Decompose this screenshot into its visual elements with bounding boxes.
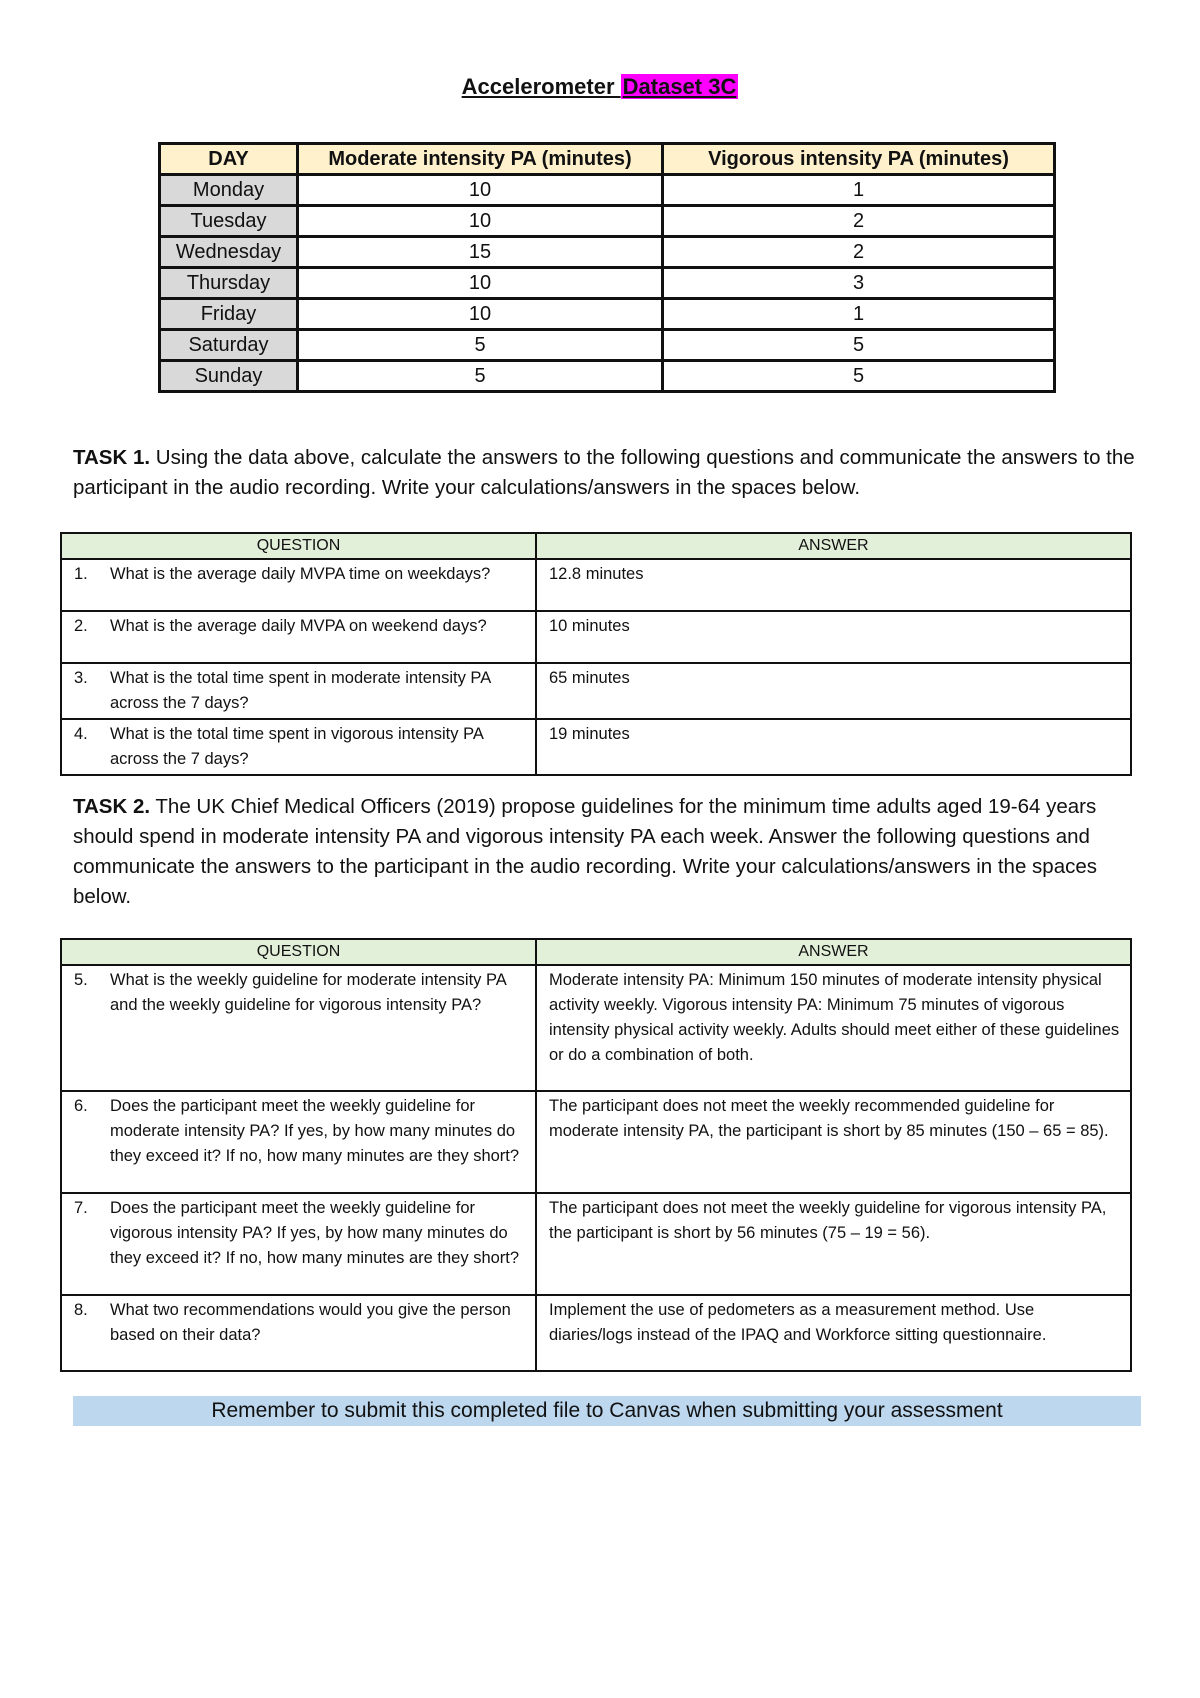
moderate-cell: 10	[298, 268, 663, 299]
question-text: What is the total time spent in vigorous intensity PA across the 7 days?	[110, 725, 483, 768]
question-text: What is the weekly guideline for moderate intensity PA and the weekly guideline for vigorous intensity PA?	[110, 971, 506, 1014]
question-cell	[61, 611, 536, 663]
vigorous-cell: 2	[663, 237, 1055, 268]
moderate-cell: 10	[298, 175, 663, 206]
vigorous-cell: 2	[663, 206, 1055, 237]
question-cell	[61, 1193, 536, 1295]
vigorous-cell: 1	[663, 175, 1055, 206]
task2-instructions	[73, 792, 1143, 912]
dataset-highlight: Dataset 3C	[622, 74, 737, 99]
question-text: What is the total time spent in moderate intensity PA across the 7 days?	[110, 669, 491, 712]
vigorous-cell: 3	[663, 268, 1055, 299]
qa-header-row	[61, 533, 1131, 559]
question-number: 8.	[74, 1301, 88, 1319]
page-title	[0, 74, 1200, 100]
table-row	[61, 1091, 1131, 1193]
answer-cell[interactable]: 65 minutes	[536, 663, 1131, 719]
task1-label: TASK 1.	[73, 446, 151, 469]
day-cell: Wednesday	[160, 237, 298, 268]
answer-cell[interactable]: 19 minutes	[536, 719, 1131, 775]
question-cell	[61, 965, 536, 1091]
question-number: 1.	[74, 565, 88, 583]
table-row	[160, 361, 1055, 392]
question-text: What is the average daily MVPA time on weekdays?	[110, 565, 491, 583]
table-row	[160, 299, 1055, 330]
qa-header-row	[61, 939, 1131, 965]
question-cell	[61, 719, 536, 775]
question-number: 6.	[74, 1097, 88, 1115]
day-cell: Monday	[160, 175, 298, 206]
task1-text: Using the data above, calculate the answers to the following questions and communicate the answers to the participant in the audio recording. Write your calculations/answers in the spaces below.	[73, 446, 1135, 499]
table-row	[160, 237, 1055, 268]
moderate-cell: 10	[298, 299, 663, 330]
question-number: 2.	[74, 617, 88, 635]
task2-qa-table	[60, 938, 1132, 1372]
moderate-cell: 15	[298, 237, 663, 268]
answer-cell[interactable]: 12.8 minutes	[536, 559, 1131, 611]
header-vigorous: Vigorous intensity PA (minutes)	[663, 144, 1055, 175]
table-row	[61, 559, 1131, 611]
table-row	[160, 206, 1055, 237]
vigorous-cell: 1	[663, 299, 1055, 330]
question-number: 7.	[74, 1199, 88, 1217]
day-cell: Sunday	[160, 361, 298, 392]
table-row	[61, 611, 1131, 663]
table-row	[160, 330, 1055, 361]
table-row	[61, 965, 1131, 1091]
question-header: QUESTION	[61, 533, 536, 559]
answer-cell[interactable]: 10 minutes	[536, 611, 1131, 663]
moderate-cell: 10	[298, 206, 663, 237]
question-cell	[61, 1295, 536, 1371]
question-text: What is the average daily MVPA on weekend days?	[110, 617, 487, 635]
header-day: DAY	[160, 144, 298, 175]
table-row	[61, 663, 1131, 719]
accelerometer-table	[158, 142, 1056, 393]
answer-header: ANSWER	[536, 939, 1131, 965]
table-row	[61, 1193, 1131, 1295]
answer-header: ANSWER	[536, 533, 1131, 559]
question-text: Does the participant meet the weekly guideline for moderate intensity PA? If yes, by how many minutes do they exceed it? If no, how many minutes are they short?	[110, 1097, 520, 1165]
question-cell	[61, 559, 536, 611]
task2-label: TASK 2.	[73, 795, 151, 818]
answer-cell[interactable]: The participant does not meet the weekly guideline for vigorous intensity PA, the participant is short by 56 minutes (75 – 19 = 56).	[536, 1193, 1131, 1295]
title-main: Accelerometer	[461, 74, 615, 99]
vigorous-cell: 5	[663, 330, 1055, 361]
question-cell	[61, 663, 536, 719]
day-cell: Thursday	[160, 268, 298, 299]
header-moderate: Moderate intensity PA (minutes)	[298, 144, 663, 175]
table-row	[61, 1295, 1131, 1371]
question-number: 3.	[74, 669, 88, 687]
answer-cell[interactable]: The participant does not meet the weekly recommended guideline for moderate intensity PA, the participant is short by 85 minutes (150 – 65 = 85).	[536, 1091, 1131, 1193]
table-row	[61, 719, 1131, 775]
day-cell: Tuesday	[160, 206, 298, 237]
day-cell: Friday	[160, 299, 298, 330]
question-cell	[61, 1091, 536, 1193]
submission-reminder: Remember to submit this completed file to Canvas when submitting your assessment	[73, 1396, 1141, 1426]
question-text: What two recommendations would you give the person based on their data?	[110, 1301, 511, 1344]
table-row	[160, 175, 1055, 206]
answer-cell[interactable]: Moderate intensity PA: Minimum 150 minutes of moderate intensity physical activity weekly. Vigorous intensity PA: Minimum 75 minutes of vigorous intensity physical activity weekly. Adults should meet either of these guidelines or do a combination of both.	[536, 965, 1131, 1091]
question-text: Does the participant meet the weekly guideline for vigorous intensity PA? If yes, by how many minutes do they exceed it? If no, how many minutes are they short?	[110, 1199, 520, 1267]
question-number: 4.	[74, 725, 88, 743]
table-header-row	[160, 144, 1055, 175]
day-cell: Saturday	[160, 330, 298, 361]
answer-cell[interactable]: Implement the use of pedometers as a measurement method. Use diaries/logs instead of the IPAQ and Workforce sitting questionnaire.	[536, 1295, 1131, 1371]
task2-text: The UK Chief Medical Officers (2019) propose guidelines for the minimum time adults aged 19-64 years should spend in moderate intensity PA and vigorous intensity PA each week. Answer the following questions and communicate the answers to the participant in the audio recording. Write your calculations/answers in the spaces below.	[73, 795, 1098, 908]
vigorous-cell: 5	[663, 361, 1055, 392]
question-header: QUESTION	[61, 939, 536, 965]
task1-instructions	[73, 443, 1143, 503]
table-row	[160, 268, 1055, 299]
moderate-cell: 5	[298, 330, 663, 361]
question-number: 5.	[74, 971, 88, 989]
moderate-cell: 5	[298, 361, 663, 392]
task1-qa-table	[60, 532, 1132, 776]
